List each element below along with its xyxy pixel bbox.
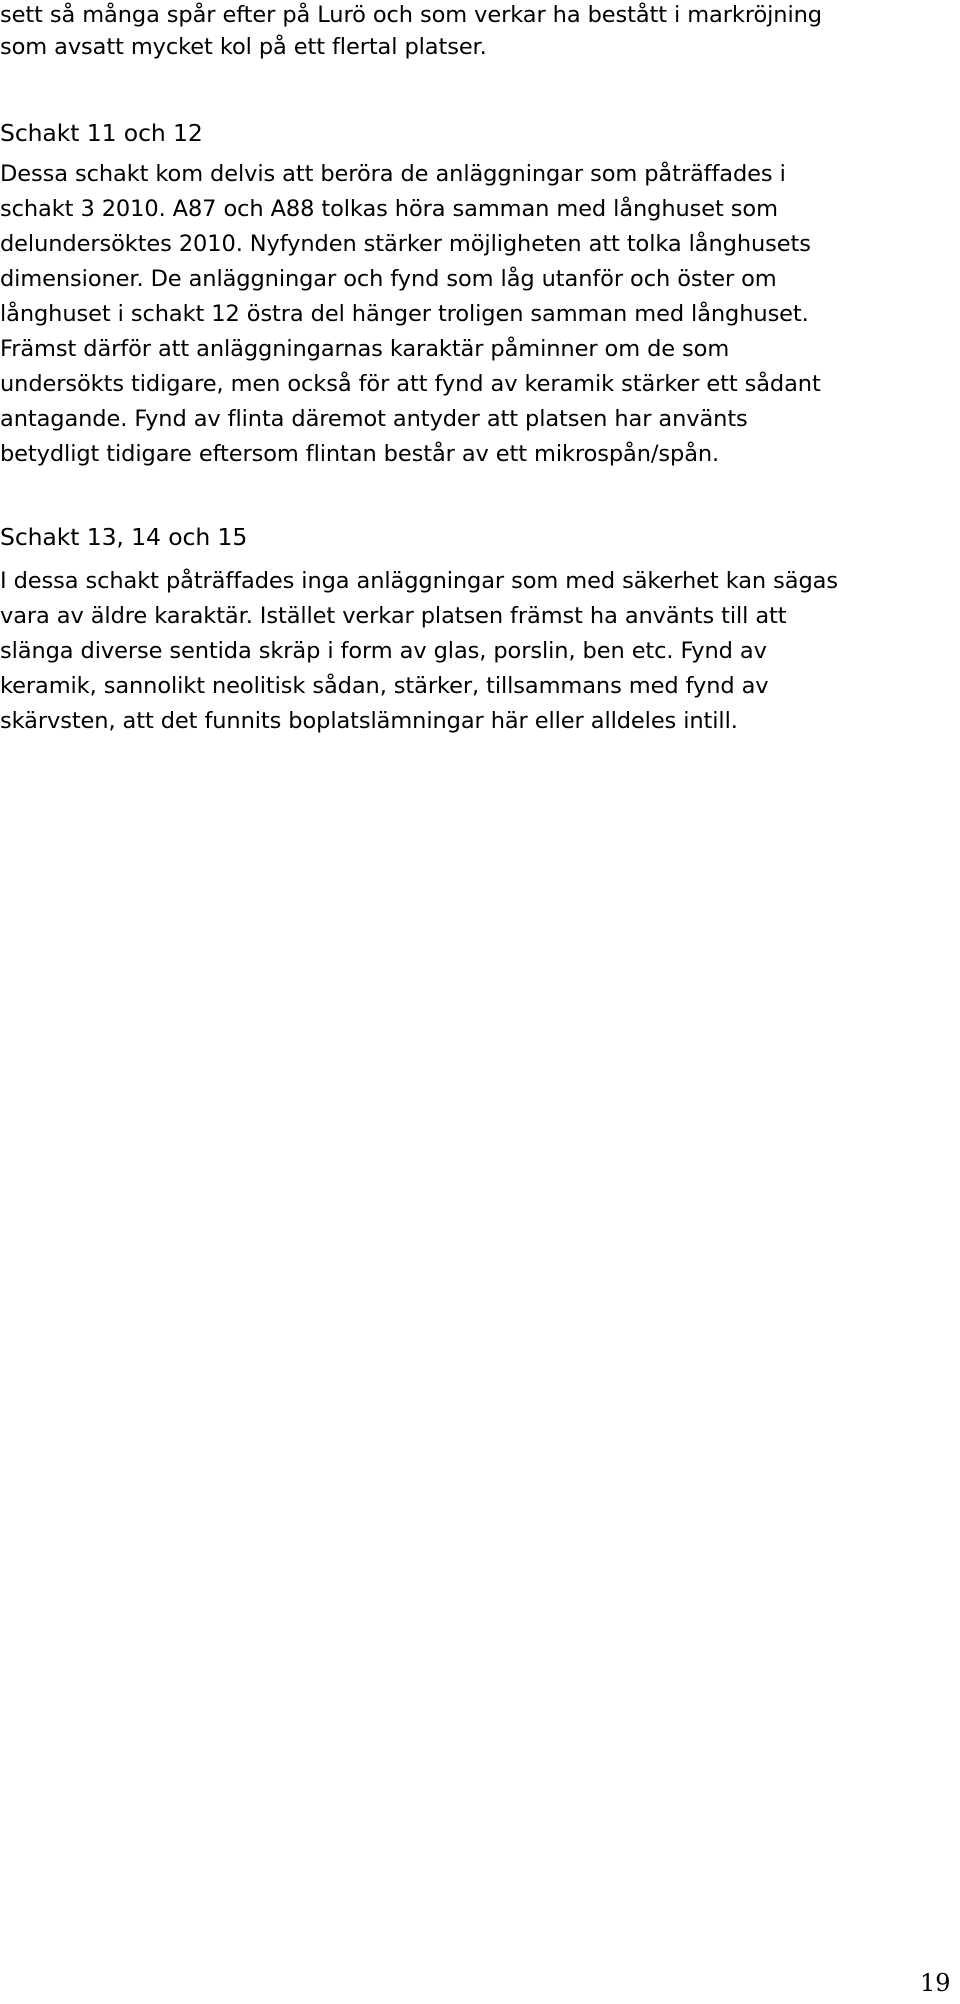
paragraph-line: undersökts tidigare, men också för att fynd av keramik stärker ett sådant [0, 371, 821, 397]
section-heading-schakt-13-15: Schakt 13, 14 och 15 [0, 523, 248, 551]
intro-line-2: som avsatt mycket kol på ett flertal platser. [0, 34, 487, 60]
paragraph-line: delundersöktes 2010. Nyfynden stärker möjligheten att tolka långhusets [0, 231, 811, 257]
paragraph-line: vara av äldre karaktär. Istället verkar platsen främst ha använts till att [0, 603, 787, 629]
paragraph-line: betydligt tidigare eftersom flintan består av ett mikrospån/spån. [0, 441, 720, 467]
paragraph-line: skärvsten, att det funnits boplatslämningar här eller alldeles intill. [0, 708, 738, 734]
paragraph-line: I dessa schakt påträffades inga anläggningar som med säkerhet kan sägas [0, 568, 838, 594]
section-heading-schakt-11-12: Schakt 11 och 12 [0, 119, 203, 147]
intro-line-1: sett så många spår efter på Lurö och som verkar ha bestått i markröjning [0, 2, 822, 28]
paragraph-line: dimensioner. De anläggningar och fynd som låg utanför och öster om [0, 266, 777, 292]
paragraph-line: slänga diverse sentida skräp i form av glas, porslin, ben etc. Fynd av [0, 638, 767, 664]
paragraph-line: antagande. Fynd av flinta däremot antyder att platsen har använts [0, 406, 748, 432]
paragraph-line: keramik, sannolikt neolitisk sådan, stärker, tillsammans med fynd av [0, 673, 769, 699]
paragraph-line: Främst därför att anläggningarnas karaktär påminner om de som [0, 336, 730, 362]
paragraph-line: Dessa schakt kom delvis att beröra de anläggningar som påträffades i [0, 161, 786, 187]
page-number: 19 [920, 1969, 951, 1997]
paragraph-line: schakt 3 2010. A87 och A88 tolkas höra samman med långhuset som [0, 196, 778, 222]
paragraph-line: långhuset i schakt 12 östra del hänger troligen samman med långhuset. [0, 301, 809, 327]
